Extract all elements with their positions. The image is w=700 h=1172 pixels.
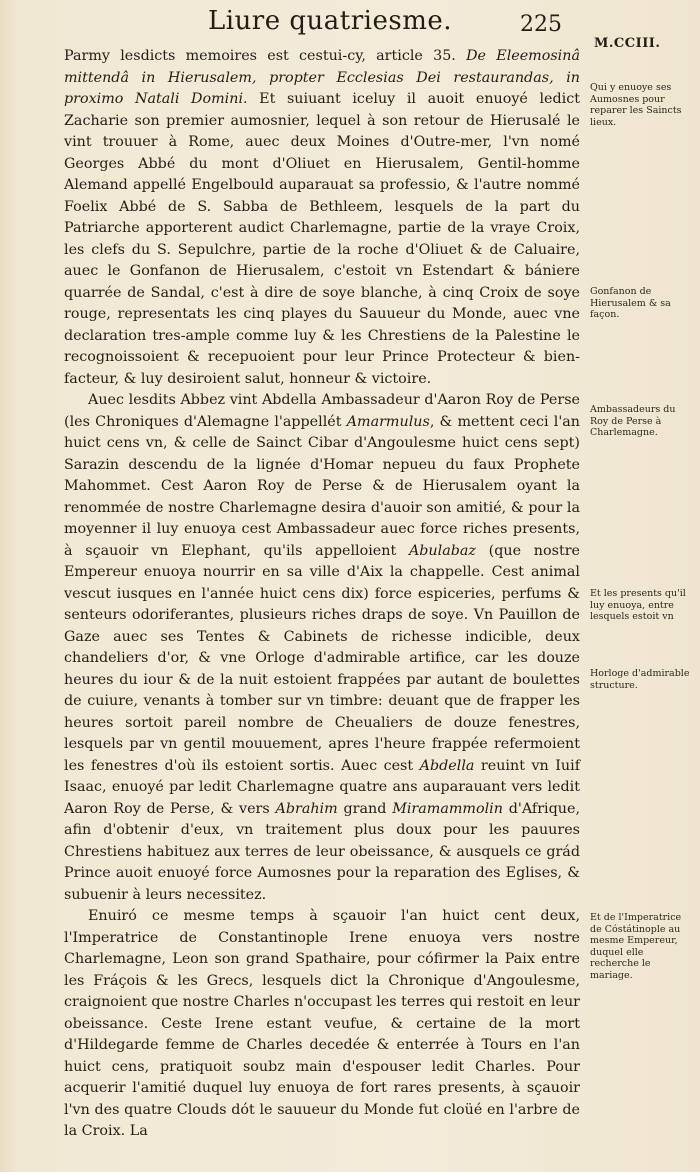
margin-note-gonfanon: Gonfanon de Hierusalem & sa façon. (590, 286, 671, 320)
text-run: Enuiró ce mesme temps à sçauoir l'an huict cent deux, l'Imperatrice de Constantinople Irene enuoya vers nostre Charlemagne, Leon son grand Spathaire, pour cófirmer la Paix entre les Fráçois & les Grecs, lesquels dict la Chronique d'Angoulesme, craignoient que nostre Charles n'occupast les terres qui restoit en leur obeissance. Ceste Irene estant veufue, & certaine de la mort d'Hildegarde femme de Charles decedée & enterrée à Tours en l'an huict cens, pratiquoit soubz main d'espouser ledit Charles. Pour acquerir l'amitié duquel luy enuoya de fort rares presents, à sçauoir l'vn des quatre Clouds dót le sauueur du Monde fut cloüé en l'arbre de la Croix. La (64, 908, 580, 1139)
text-run: Auec lesdits Abbez vint Abdella Ambassadeur d'Aaron Roy de Perse (les Chroniques d'Alemagne l'appellét (64, 392, 580, 430)
margin-note-ambassadeurs: Ambassadeurs du Roy de Perse à Charlemagne. (590, 404, 676, 438)
margin-note-aumosnes: Qui y enuoye ses Aumosnes pour reparer les Saincts lieux. (590, 82, 682, 128)
italic-phrase: De Eleemosinâ mittendâ in Hierusalem, propter Ecclesias Dei restaurandas, in proximo Natali Domini. (64, 48, 580, 107)
text-run: d'Afrique, afin d'obtenir d'eux, vn traitement plus doux pour les pauures Chrestiens habituez aux terres de leur obeissance, & ausquels ce grád Prince auoit enuoyé force Aumosnes pour la reparation des Eglises, & subuenir à leurs necessitez. (64, 800, 580, 903)
text-run: (que nostre Empereur enuoya nourrir en sa ville d'Aix la chappelle. Cest animal vescut iusques en l'année huict cens dix) force espiceries, perfums & senteurs odoriferantes, plusieurs riches draps de soye. Vn Pauillon de Gaze auec ses Tentes & Cabinets de richesse indicible, deux chandeliers d'or, & vne Orloge d'admirable artifice, car les douze heures du iour & de la nuit estoient frappées par autant de boulettes de cuiure, venants à tomber sur vn timbre: deuant que de frapper les heures sortoit pareil nombre de Cheualiers de douze fenestres, lesquels par vn gentil mouuement, apres l'heure frappée refermoient les fenestres d'où ils estoient sortis. Auec cest (64, 542, 580, 774)
text-run: grand (337, 800, 393, 817)
running-head-title: Liure quatriesme. (207, 6, 453, 36)
text-run: Et suiuant iceluy il auoit enuoyé ledict Zacharie son premier aumosnier, lequel à son retour de Hierusalé le vint trouuer à Rome, auec deux Moines d'Outre-mer, l'vn nomé Georges Abbé du mont d'Oliuet en Hierusalem, Gentil-homme Alemand appellé Engelbould auparauat sa professio, & l'autre nommé Foelix Abbé de S. Sabba de Bethleem, lesquels de la part du Patriarche apporterent audict Charlemagne, partie de la vraye Croix, les clefs du S. Sepulchre, partie de la roche d'Oliuet & de Caluaire, auec le Gonfanon de Hierusalem, c'estoit vn Estendart & bániere quarrée de Sandal, c'est à dire de soye blanche, à cinq Croix de soye rouge, representats les cinq playes du Sauueur du Monde, auec vne declaration tres-ample comme luy & les Chrestiens de la Palestine le recognoissoient & recepuoient pour leur Prince Protecteur & bien-facteur, & luy desiroient salut, honneur & victoire. (64, 91, 580, 387)
text-run: reuint vn Iuif Isaac, enuoyé par ledit Charlemagne quatre ans auparauant vers ledit Aaron Roy de Perse, & vers (64, 757, 580, 817)
italic-phrase: Amarmulus (346, 413, 430, 430)
main-text-column (64, 46, 580, 1143)
margin-note-irene: Et de l'Imperatrice de Cóstátinople au mesme Empereur, duquel elle recherche le mariage. (590, 912, 682, 981)
paragraph (64, 390, 580, 906)
italic-phrase: Miramammolin (392, 800, 503, 817)
italic-phrase: Abdella (419, 757, 475, 774)
page-number: 225 (520, 12, 562, 37)
margin-note-presents: Et les presents qu'il luy enuoya, entre lesquels estoit vn (590, 588, 686, 622)
paragraph (64, 46, 580, 390)
text-run: Parmy lesdicts memoires est cestui-cy, article 35. (64, 48, 467, 64)
text-run: , & mettent ceci l'an huict cens vn, & celle de Sainct Cibar d'Angoulesme huict cens sept) Sarazin descendu de la lignée d'Homar nepueu du faux Prophete Mahommet. Cest Aaron Roy de Perse & de Hierusalem oyant la renommée de nostre Charlemagne desira d'auoir son amitié, & pour la moyenner il luy enuoya cest Ambassadeur auec force riches presents, à sçauoir vn Elephant, qu'ils appelloient (64, 413, 581, 559)
paragraph (64, 906, 580, 1143)
italic-phrase: Abrahim (275, 800, 338, 817)
year-marker: M.CCIII. (594, 36, 661, 51)
margin-note-horloge: Horloge d'admirable structure. (590, 668, 690, 691)
italic-phrase: Abulabaz (408, 542, 476, 559)
